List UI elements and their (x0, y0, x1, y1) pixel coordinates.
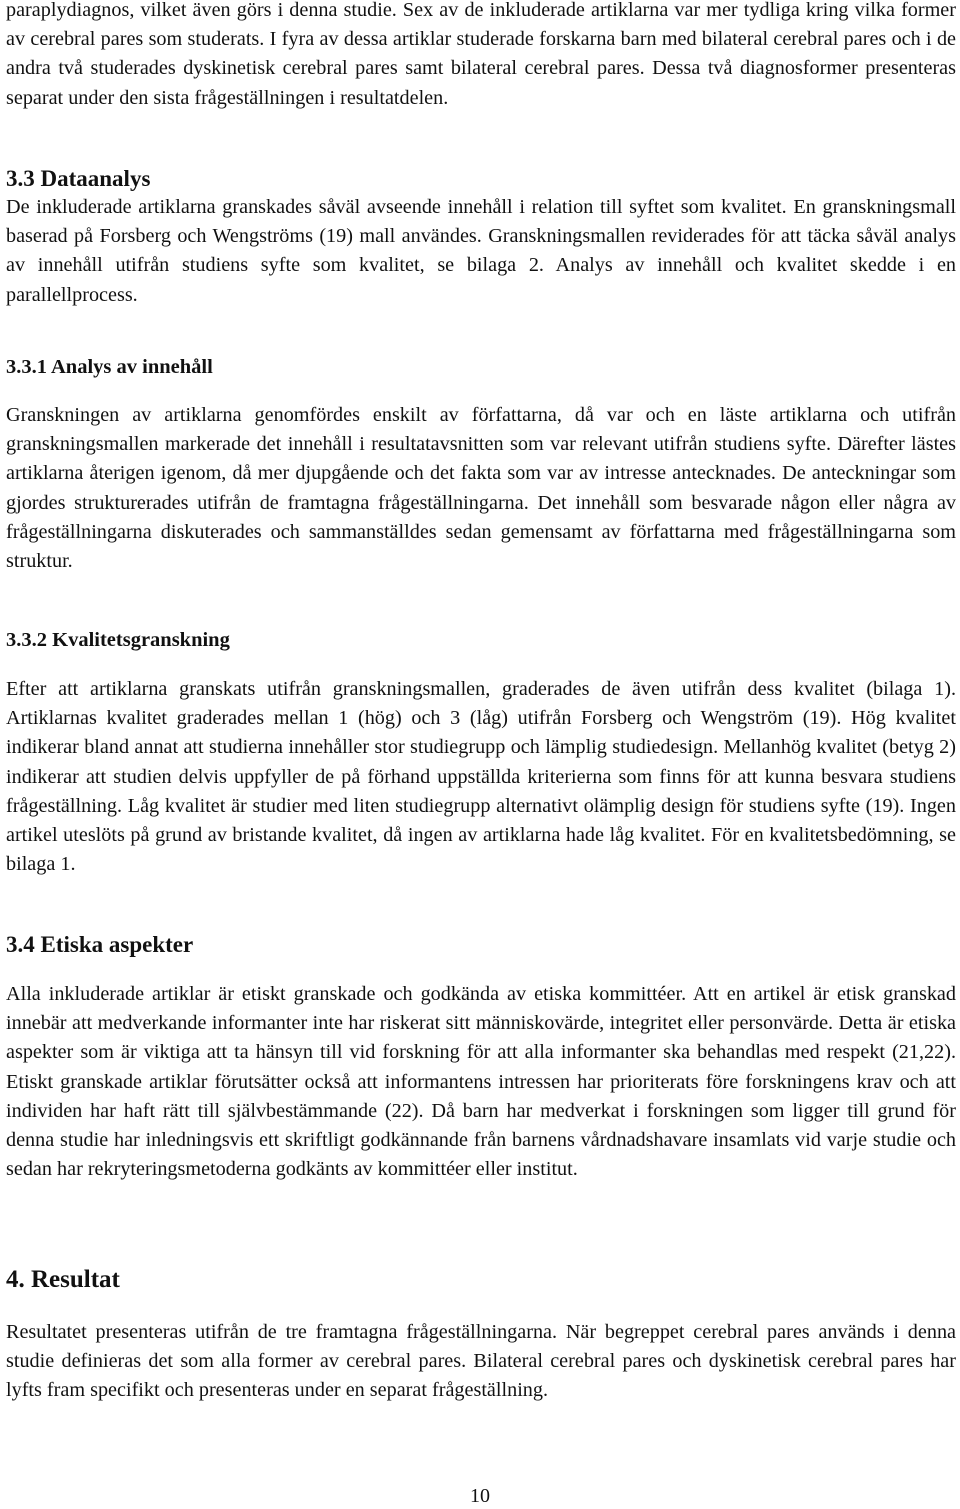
etiska-paragraph: Alla inkluderade artiklar är etiskt granskade och godkända av etiska kommittéer. Att en artikel är etisk granskad innebär att medverkande informanter inte har riskerat sitt människovärde, integritet eller personvärde. Detta är etiska aspekter som är viktiga att ta hänsyn till vid forskning för att alla informanter ska behandlas med respekt (21,22). Etiskt granskade artiklar förutsätter också att informantens intressen har prioriterats före forskningens krav och att individen har haft rätt till självbestämmande (22). Då barn har medverkat i forskningen som ligger till grund för denna studie har inledningsvis ett skriftligt godkännande från barnens vårdnadshavare insamlats vid varje studie och sedan har rekryteringsmetoderna godkänts av kommittéer eller institut. (6, 983, 956, 1181)
subsection-heading-analys: 3.3.1 Analys av innehåll (6, 356, 213, 378)
kvalitet-paragraph: Efter att artiklarna granskats utifrån granskningsmallen, graderades de även utifrån dess kvalitet (bilaga 1). Artiklarnas kvalitet graderades mellan 1 (hög) och 3 (låg) utifrån Forsberg och Wengström (19). Hög kvalitet indikerar bland annat att studierna innehåller stor studiegrupp och lämplig studiedesign. Mellanhög kvalitet (betyg 2) indikerar att studien delvis uppfyller de på förhand uppställda kriterierna som finns för att kunna besvara studiens frågeställning. Låg kvalitet är studier med liten studiegrupp alternativt olämplig design för studiens syfte (19). Ingen artikel uteslöts på grund av bristande kvalitet, då ingen av artiklarna hade låg kvalitet. För en kvalitetsbedömning, se bilaga 1. (6, 678, 956, 876)
section-heading-dataanalys: 3.3 Dataanalys (6, 166, 151, 191)
dataanalys-paragraph: De inkluderade artiklarna granskades såväl avseende innehåll i relation till syftet som kvalitet. En granskningsmall baserad på Forsberg och Wengströms (19) mall användes. Granskningsmallen reviderades för att täcka såväl analys av innehåll utifrån studiens syfte som kvalitet, se bilaga 2. Analys av innehåll och kvalitet skedde i en parallellprocess. (6, 196, 956, 306)
chapter-heading-resultat: 4. Resultat (6, 1266, 120, 1293)
resultat-paragraph: Resultatet presenteras utifrån de tre framtagna frågeställningarna. När begreppet cerebral pares används i denna studie definieras det som alla former av cerebral pares. Bilateral cerebral pares och dyskinetisk cerebral pares har lyfts fram specifikt och presenteras under en separat frågeställning. (6, 1321, 956, 1402)
page-number: 10 (470, 1485, 490, 1507)
intro-paragraph: paraplydiagnos, vilket även görs i denna studie. Sex av de inkluderade artiklarna var mer tydliga kring vilka former av cerebral pares som studerats. I fyra av dessa artiklar studerade forskarna barn med bilateral cerebral pares och i de andra två studerades dyskinetisk cerebral pares samt bilateral cerebral pares. Dessa två diagnosformer presenteras separat under den sista frågeställningen i resultatdelen. (6, 0, 956, 109)
section-heading-etiska: 3.4 Etiska aspekter (6, 932, 194, 957)
subsection-heading-kvalitet: 3.3.2 Kvalitetsgranskning (6, 629, 230, 651)
analys-paragraph: Granskningen av artiklarna genomfördes enskilt av författarna, då var och en läste artiklarna och utifrån granskningsmallen markerade det innehåll i resultatavsnitten som var relevant utifrån studiens syfte. Därefter lästes artiklarna återigen igenom, då mer djupgående och det fakta som var av intresse antecknades. De anteckningar som gjordes strukturerades utifrån de framtagna frågeställningarna. Det innehåll som besvarade någon eller några av frågeställningarna diskuterades och sammanställdes sedan gemensamt av författarna med frågeställningarna som struktur. (6, 404, 956, 573)
